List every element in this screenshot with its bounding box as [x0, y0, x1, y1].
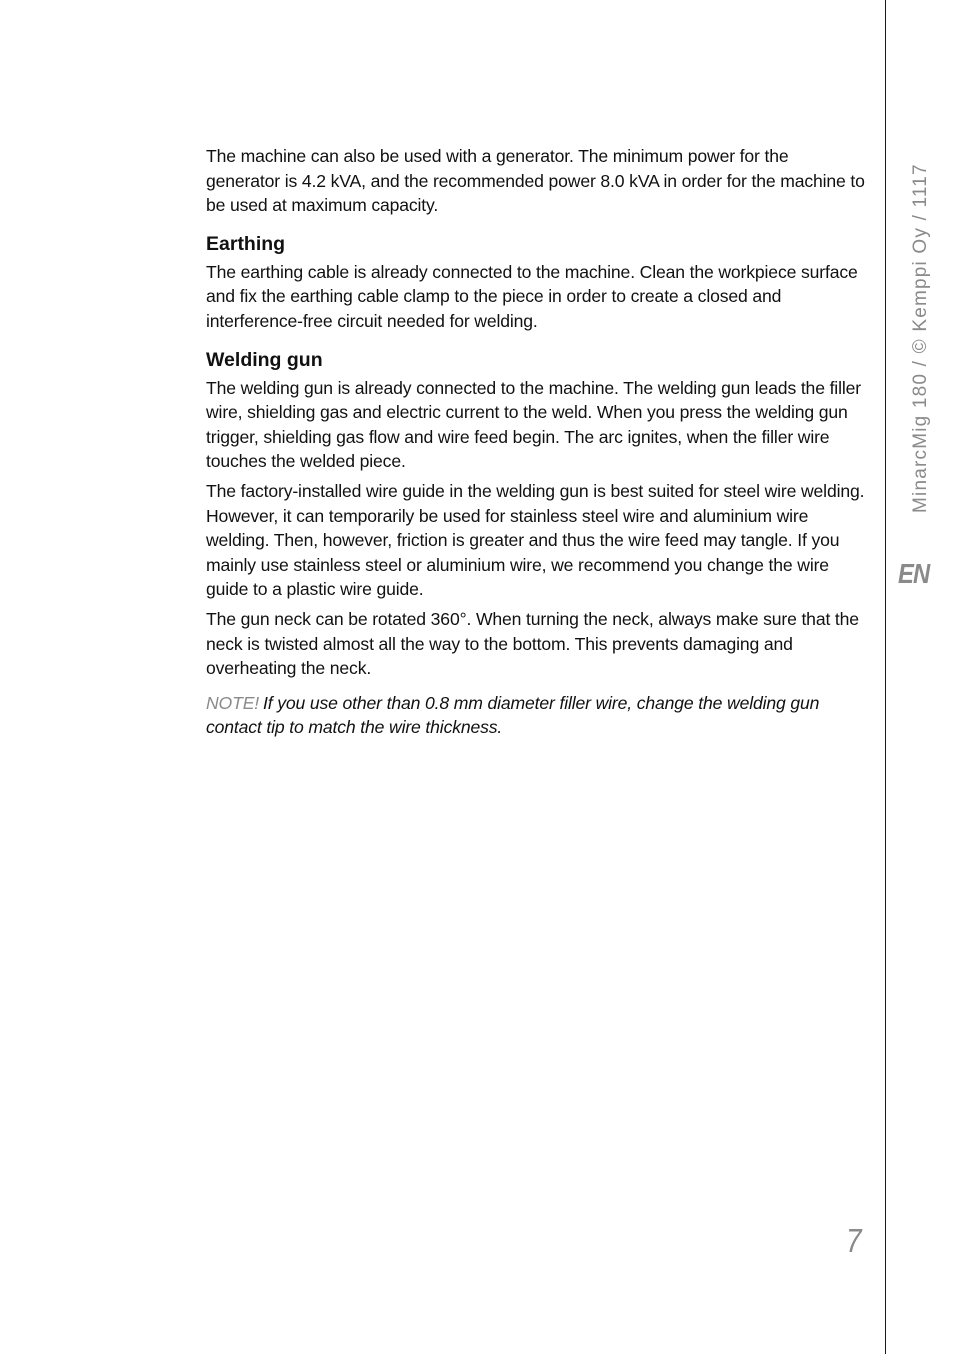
intro-paragraph: The machine can also be used with a generator. The minimum power for the generator is 4.2 kVA, and the recommended power 8.0 kVA in order for the machine to be used at maximum capacity. — [206, 146, 865, 216]
welding-gun-paragraph-1: The welding gun is already connected to the machine. The welding gun leads the filler wire, shielding gas and electric current to the weld. When you press the welding gun trigger, shielding gas flow and wire feed begin. The arc ignites, when the filler wire touches the welded piece. — [206, 377, 861, 472]
welding-gun-paragraph-3: The gun neck can be rotated 360°. When turning the neck, always make sure that the neck is twisted almost all the way to the bottom. This prevents damaging and overheating the neck. — [206, 608, 859, 679]
welding-gun-heading: Welding gun — [206, 348, 323, 371]
page-number: 7 — [846, 1222, 862, 1259]
main-content — [206, 144, 866, 740]
welding-gun-paragraph-2: The factory-installed wire guide in the welding gun is best suited for steel wire welding. However, it can temporarily be used for stainless steel wire and aluminium wire welding. Then, however, friction is greater and thus the wire feed may tangle. If you mainly use stainless steel or aluminium wire, we recommend you change the wire guide to a plastic wire guide. — [206, 480, 865, 600]
document-info: MinarcMig 180 / © Kemppi Oy / 1117 — [910, 163, 931, 513]
language-tag: EN — [898, 558, 930, 589]
earthing-heading: Earthing — [206, 232, 286, 255]
earthing-paragraph: The earthing cable is already connected to the machine. Clean the workpiece surface and fix the earthing cable clamp to the piece in order to create a closed and interference-free circuit needed for welding. — [206, 261, 858, 331]
note-paragraph — [206, 691, 866, 740]
side-divider — [885, 0, 886, 1354]
note-text: If you use other than 0.8 mm diameter filler wire, change the welding gun contact tip to match the wire thickness. — [206, 692, 820, 738]
note-label: NOTE! — [206, 692, 260, 713]
